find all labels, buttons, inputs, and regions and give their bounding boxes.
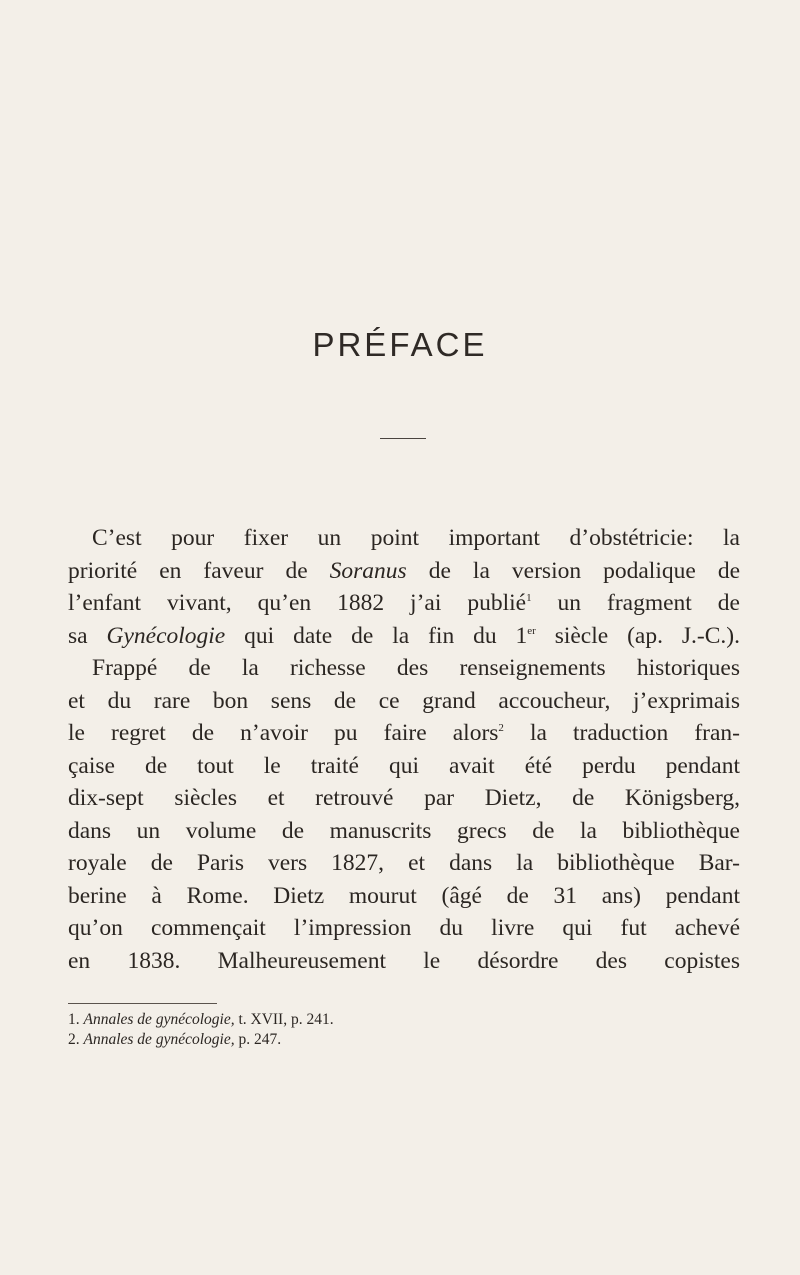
- page-title: PRÉFACE: [312, 326, 488, 363]
- footnote-ref: 1: [526, 592, 532, 604]
- footnotes: [68, 1010, 568, 1050]
- text-line: [68, 685, 740, 718]
- ordinal-suffix: er: [527, 624, 536, 637]
- footnote-detail: p. 247.: [234, 1031, 282, 1048]
- text-line: [68, 847, 740, 880]
- footnote-number: 1.: [68, 1011, 80, 1028]
- footnote: [68, 1010, 568, 1030]
- text-line: [68, 945, 740, 978]
- footnote-number: 2.: [68, 1031, 80, 1048]
- italic-title: Gynécologie: [106, 622, 226, 649]
- text-segment: qu’on commençait l’impression du livre qui fut achevé: [68, 915, 740, 941]
- text-segment: dix-sept siècles et retrouvé par Dietz, de Königsberg,: [68, 785, 740, 811]
- footnote-ref: 2: [498, 722, 504, 734]
- text-line: [68, 652, 740, 685]
- text-segment: en 1838. Malheureusement le désordre des copistes: [68, 947, 740, 974]
- footnote-divider: [68, 1003, 217, 1004]
- footnote-source: Annales de gynécologie,: [83, 1031, 235, 1048]
- text-line: [68, 555, 740, 588]
- text-segment: un fragment de: [531, 590, 740, 616]
- text-segment: C’est pour fixer un point important d’obstétricie: la: [92, 525, 740, 551]
- text-line: [68, 587, 740, 620]
- text-line: [68, 717, 740, 750]
- text-segment: qui date de la fin du 1: [225, 622, 528, 649]
- text-line: [68, 782, 740, 815]
- footnote: [68, 1030, 568, 1050]
- footnote-source: Annales de gynécologie,: [83, 1011, 235, 1028]
- text-line: [68, 880, 740, 913]
- text-segment: de la version podalique de: [406, 557, 741, 584]
- text-segment: siècle (ap. J.-C.).: [535, 622, 740, 649]
- text-line: [68, 620, 740, 653]
- text-segment: çaise de tout le traité qui avait été perdu pendant: [68, 752, 740, 779]
- text-segment: priorité en faveur de: [68, 557, 330, 584]
- text-line: [68, 750, 740, 783]
- text-segment: l’enfant vivant, qu’en 1882 j’ai publié: [68, 590, 527, 616]
- text-segment: sa: [68, 622, 107, 649]
- title-divider: [380, 438, 426, 439]
- text-segment: dans un volume de manuscrits grecs de la bibliothèque: [68, 817, 740, 844]
- footnote-detail: t. XVII, p. 241.: [234, 1011, 334, 1028]
- text-segment: royale de Paris vers 1827, et dans la bibliothèque Bar-: [68, 850, 740, 876]
- italic-title: Soranus: [329, 557, 407, 584]
- text-segment: Frappé de la richesse des renseignements historiques: [92, 655, 740, 681]
- text-line: [68, 912, 740, 945]
- body-text: [68, 522, 740, 977]
- text-segment: le regret de n’avoir pu faire alors: [68, 720, 499, 746]
- text-line: [68, 522, 740, 555]
- text-segment: la traduction fran-: [503, 720, 741, 746]
- text-segment: et du rare bon sens de ce grand accoucheur, j’exprimais: [68, 687, 740, 714]
- text-segment: berine à Rome. Dietz mourut (âgé de 31 ans) pendant: [68, 882, 740, 909]
- text-line: [68, 815, 740, 848]
